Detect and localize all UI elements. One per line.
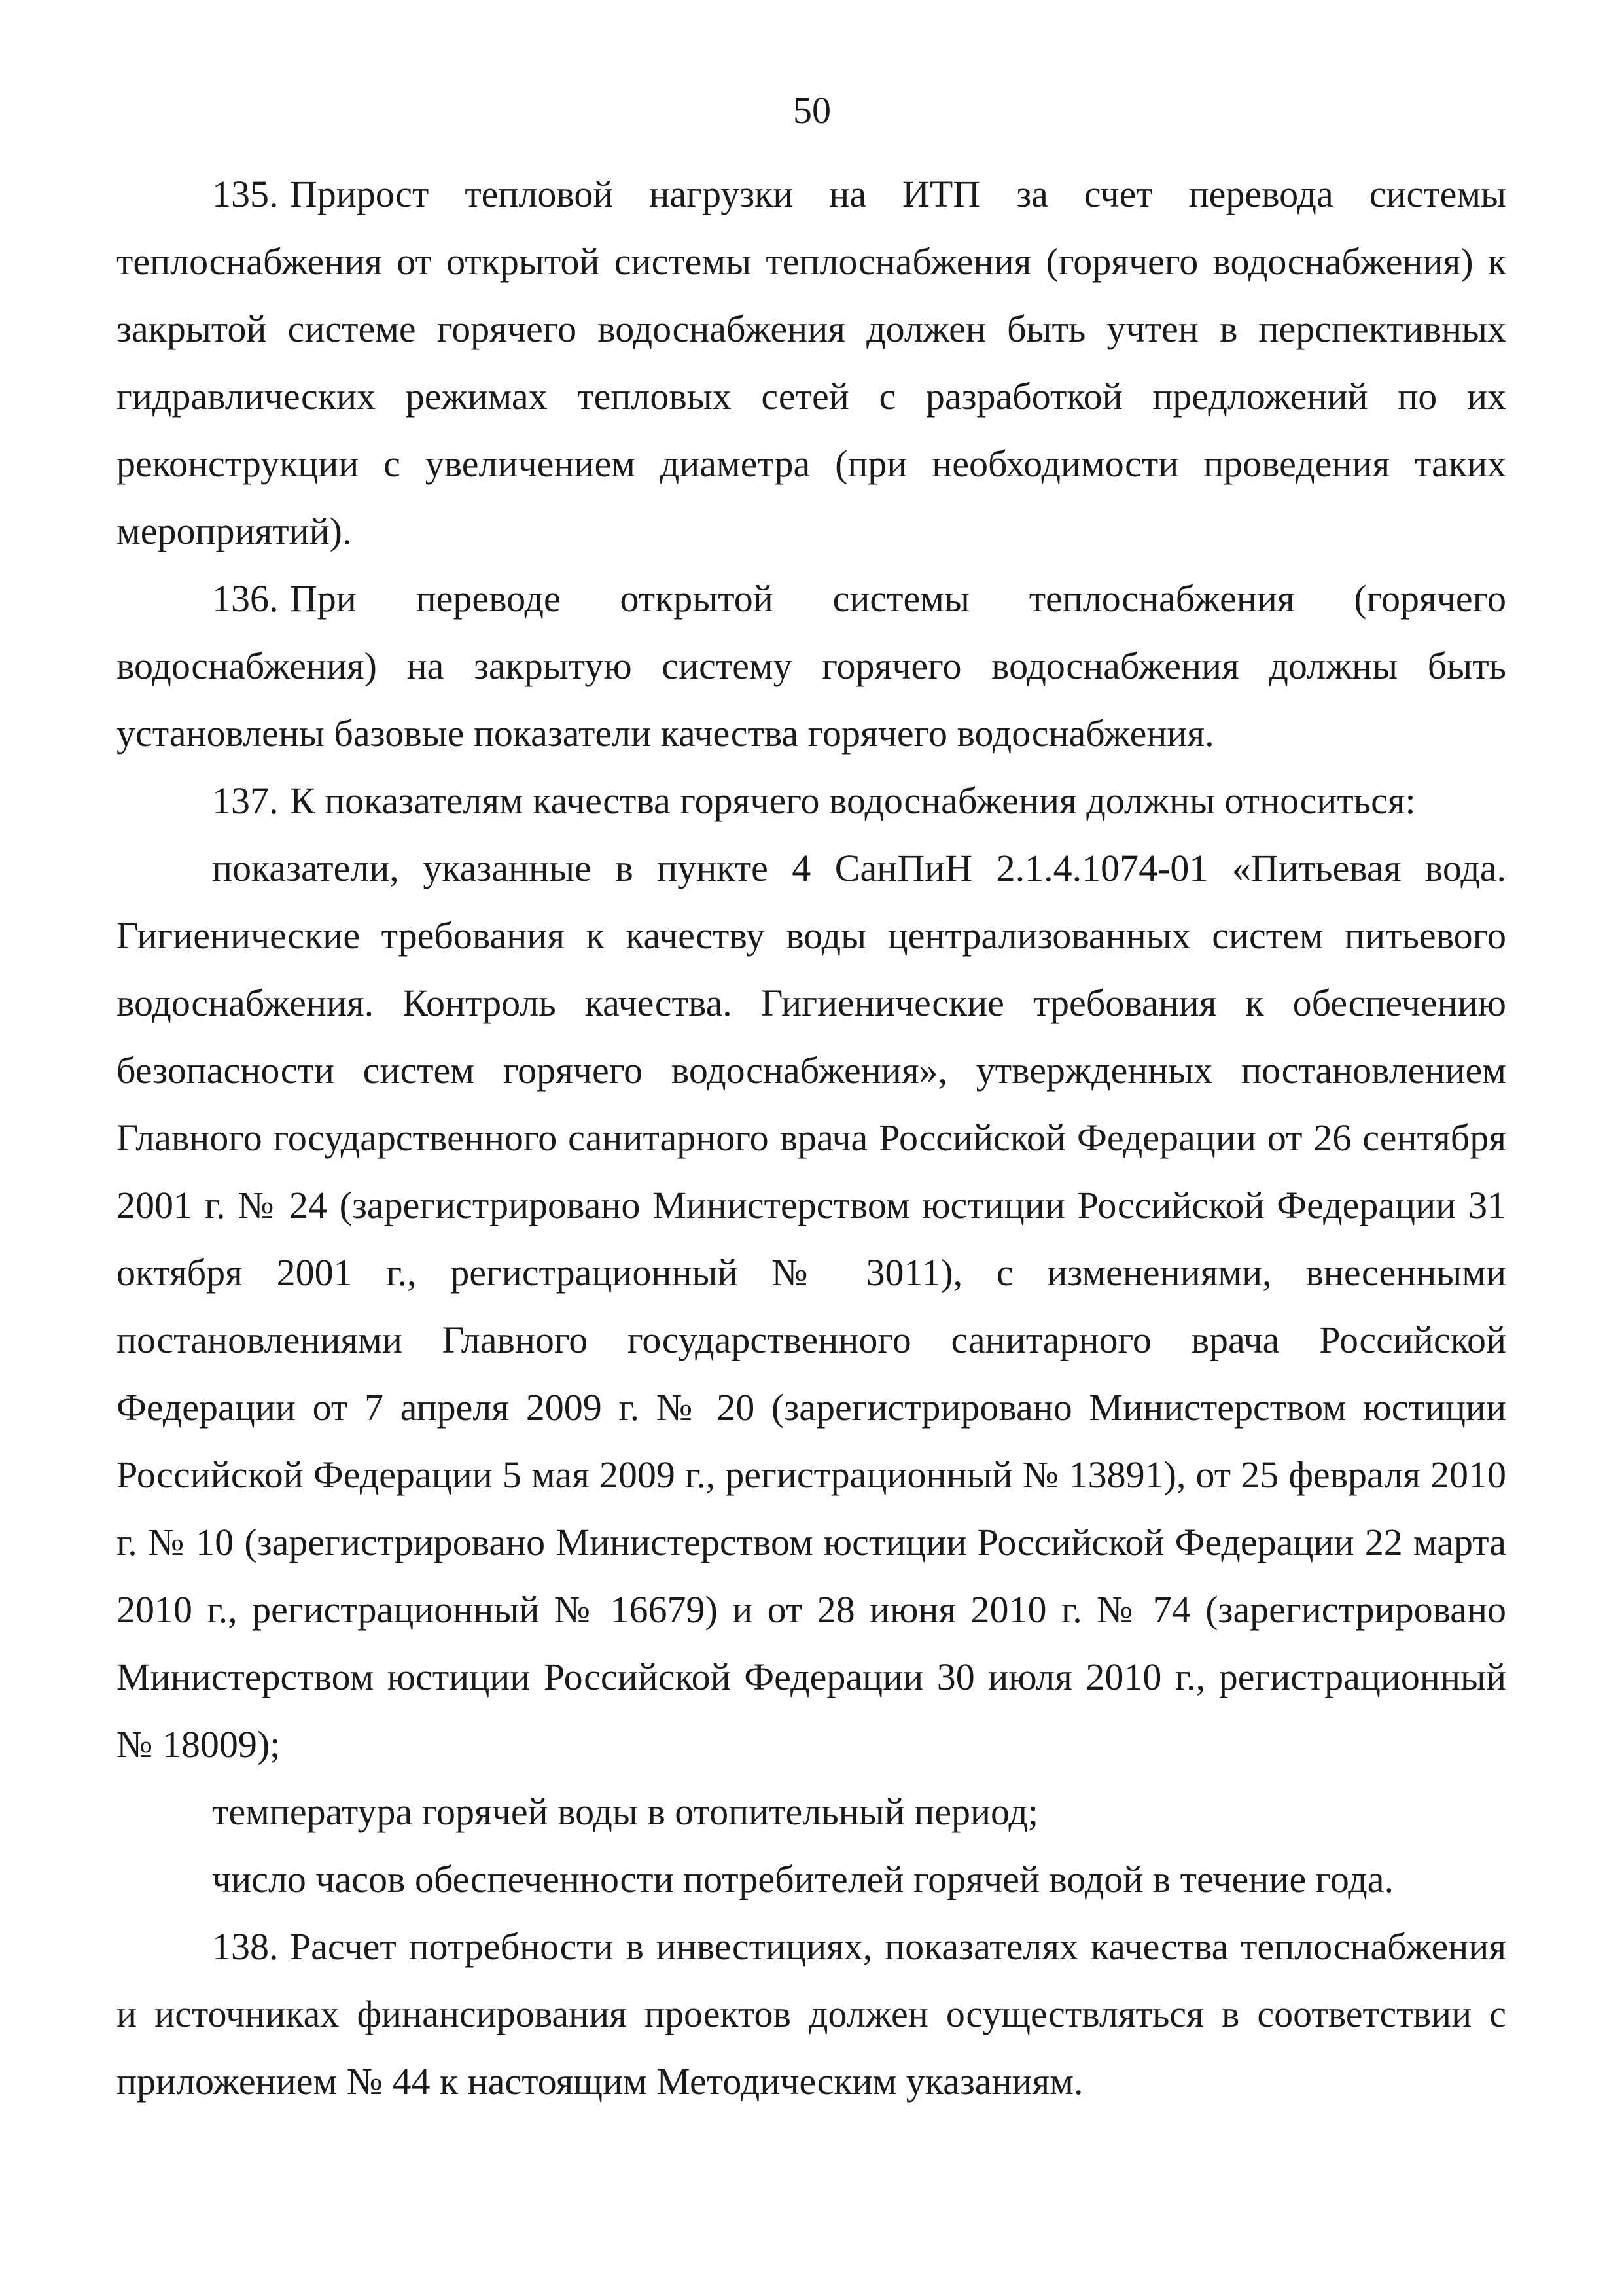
paragraph-text: число часов обеспеченности потребителей горячей водой в течение года. <box>212 1858 1394 1900</box>
paragraph-137 <box>116 767 1506 834</box>
paragraph-text: К показателям качества горячего водоснабжения должны относиться: <box>289 779 1416 822</box>
paragraph-number: 138. <box>212 1925 279 1968</box>
paragraph-137-item-sanpin <box>116 834 1506 1778</box>
paragraph-number: 136. <box>212 577 279 620</box>
paragraph-137-item-temperature <box>116 1778 1506 1845</box>
paragraph-number: 135. <box>212 173 279 215</box>
paragraph-text: При переводе открытой системы теплоснабжения (горячего водоснабжения) на закрытую систему горячего водоснабжения должны быть установлены базовые показатели качества горячего водоснабжения. <box>116 577 1506 755</box>
paragraph-138 <box>116 1913 1506 2115</box>
paragraph-136 <box>116 565 1506 767</box>
paragraph-text: Прирост тепловой нагрузки на ИТП за счет перевода системы теплоснабжения от открытой системы теплоснабжения (горячего водоснабжения) к закрытой системе горячего водоснабжения должен быть учтен в перспективных гидравлических режимах тепловых сетей с разработкой предложений по их реконструкции с увеличением диаметра (при необходимости проведения таких мероприятий). <box>116 173 1506 552</box>
paragraph-137-item-hours <box>116 1845 1506 1913</box>
paragraph-number: 137. <box>212 779 279 822</box>
paragraph-135 <box>116 160 1506 565</box>
page-number: 50 <box>793 89 831 132</box>
paragraph-text: показатели, указанные в пункте 4 СанПиН 2.1.4.1074-01 «Питьевая вода. Гигиенические требования к качеству воды централизованных систем питьевого водоснабжения. Контроль качества. Гигиенические требования к обеспечению безопасности систем горячего водоснабжения», утвержденных постановлением Главного государственного санитарного врача Российской Федерации от 26 сентября 2001 г. № 24 (зарегистрировано Министерством юстиции Российской Федерации 31 октября 2001 г., регистрационный № 3011), с изменениями, внесенными постановлениями Главного государственного санитарного врача Российской Федерации от 7 апреля 2009 г. № 20 (зарегистрировано Министерством юстиции Российской Федерации 5 мая 2009 г., регистрационный № 13891), от 25 февраля 2010 г. № 10 (зарегистрировано Министерством юстиции Российской Федерации 22 марта 2010 г., регистрационный № 16679) и от 28 июня 2010 г. № 74 (зарегистрировано Министерством юстиции Российской Федерации 30 июля 2010 г., регистрационный № 18009); <box>116 847 1506 1766</box>
paragraph-text: температура горячей воды в отопительный период; <box>212 1790 1039 1833</box>
paragraph-text: Расчет потребности в инвестициях, показателях качества теплоснабжения и источниках финансирования проектов должен осуществляться в соответствии с приложением № 44 к настоящим Методическим указаниям. <box>116 1925 1506 2103</box>
document-body <box>116 160 1506 2115</box>
